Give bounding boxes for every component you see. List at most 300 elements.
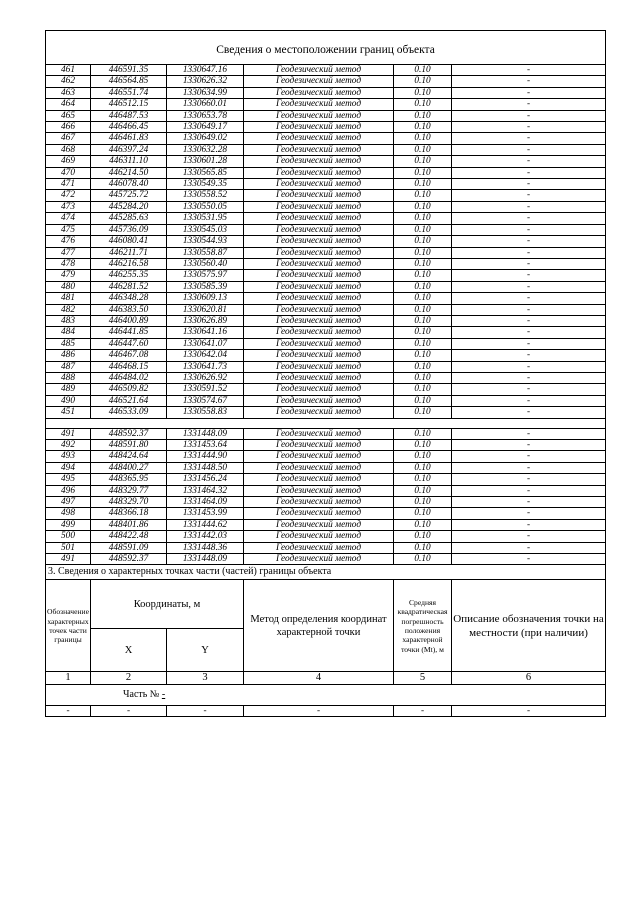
x-coordinate-cell: 446591.35 xyxy=(91,65,167,76)
x-coordinate-cell: 448400.27 xyxy=(91,462,167,473)
accuracy-cell: 0.10 xyxy=(394,190,452,201)
description-cell: - xyxy=(452,315,606,326)
point-number-cell: 468 xyxy=(46,144,91,155)
description-cell: - xyxy=(452,213,606,224)
accuracy-cell: 0.10 xyxy=(394,407,452,418)
description-cell: - xyxy=(452,110,606,121)
point-number-cell: 498 xyxy=(46,508,91,519)
table-row xyxy=(46,270,606,281)
part-value: - xyxy=(161,689,166,701)
x-coordinate-cell: 446564.85 xyxy=(91,76,167,87)
y-coordinate-cell: 1330647.16 xyxy=(167,65,244,76)
y-coordinate-cell: 1330575.97 xyxy=(167,270,244,281)
accuracy-cell: 0.10 xyxy=(394,270,452,281)
description-cell: - xyxy=(452,384,606,395)
accuracy-cell: 0.10 xyxy=(394,497,452,508)
accuracy-cell: 0.10 xyxy=(394,350,452,361)
x-coordinate-cell: 446078.40 xyxy=(91,179,167,190)
point-number-cell: 490 xyxy=(46,395,91,406)
accuracy-cell: 0.10 xyxy=(394,156,452,167)
point-number-cell: 476 xyxy=(46,236,91,247)
table-row xyxy=(46,428,606,439)
x-coordinate-cell: 445725.72 xyxy=(91,190,167,201)
table-row xyxy=(46,519,606,530)
x-coordinate-cell: 446461.83 xyxy=(91,133,167,144)
empty-cell: - xyxy=(244,706,394,717)
x-coordinate-cell: 446383.50 xyxy=(91,304,167,315)
accuracy-cell: 0.10 xyxy=(394,508,452,519)
table-row xyxy=(46,167,606,178)
method-cell: Геодезический метод xyxy=(244,315,394,326)
y-coordinate-cell: 1330641.16 xyxy=(167,327,244,338)
y-coordinate-cell: 1330545.03 xyxy=(167,224,244,235)
description-cell: - xyxy=(452,327,606,338)
y-coordinate-cell: 1330632.28 xyxy=(167,144,244,155)
description-cell: - xyxy=(452,519,606,530)
x-coordinate-cell: 446447.60 xyxy=(91,338,167,349)
x-coordinate-cell: 446255.35 xyxy=(91,270,167,281)
x-coordinate-cell: 446216.58 xyxy=(91,258,167,269)
column-number: 5 xyxy=(394,672,452,685)
y-coordinate-cell: 1330626.89 xyxy=(167,315,244,326)
point-number-cell: 484 xyxy=(46,327,91,338)
y-coordinate-cell: 1330549.35 xyxy=(167,179,244,190)
y-coordinate-cell: 1331442.03 xyxy=(167,531,244,542)
accuracy-cell: 0.10 xyxy=(394,384,452,395)
header-point-designation: Обозначение характерных точек части границы xyxy=(46,580,91,672)
table-row xyxy=(46,395,606,406)
x-coordinate-cell: 446214.50 xyxy=(91,167,167,178)
description-cell: - xyxy=(452,304,606,315)
point-number-cell: 501 xyxy=(46,542,91,553)
description-cell: - xyxy=(452,542,606,553)
x-coordinate-cell: 446311.10 xyxy=(91,156,167,167)
y-coordinate-cell: 1331453.99 xyxy=(167,508,244,519)
x-coordinate-cell: 445285.63 xyxy=(91,213,167,224)
method-cell: Геодезический метод xyxy=(244,270,394,281)
x-coordinate-cell: 448401.86 xyxy=(91,519,167,530)
method-cell: Геодезический метод xyxy=(244,167,394,178)
column-number: 3 xyxy=(167,672,244,685)
description-cell: - xyxy=(452,462,606,473)
point-number-cell: 487 xyxy=(46,361,91,372)
method-cell: Геодезический метод xyxy=(244,65,394,76)
point-number-cell: 470 xyxy=(46,167,91,178)
y-coordinate-cell: 1330641.73 xyxy=(167,361,244,372)
y-coordinate-cell: 1331444.62 xyxy=(167,519,244,530)
accuracy-cell: 0.10 xyxy=(394,542,452,553)
header-y: Y xyxy=(167,629,244,672)
description-cell: - xyxy=(452,190,606,201)
description-cell: - xyxy=(452,133,606,144)
accuracy-cell: 0.10 xyxy=(394,76,452,87)
description-cell: - xyxy=(452,440,606,451)
accuracy-cell: 0.10 xyxy=(394,519,452,530)
x-coordinate-cell: 448329.70 xyxy=(91,497,167,508)
description-cell: - xyxy=(452,372,606,383)
description-cell: - xyxy=(452,201,606,212)
coordinates-block-1 xyxy=(46,65,606,419)
method-cell: Геодезический метод xyxy=(244,350,394,361)
description-cell: - xyxy=(452,428,606,439)
y-coordinate-cell: 1330531.95 xyxy=(167,213,244,224)
description-cell: - xyxy=(452,485,606,496)
y-coordinate-cell: 1330560.40 xyxy=(167,258,244,269)
header-x: X xyxy=(91,629,167,672)
method-cell: Геодезический метод xyxy=(244,133,394,144)
header-accuracy: Средняя квадратическая погрешность положения характерной точки (Mt), м xyxy=(394,580,452,672)
table-row xyxy=(46,350,606,361)
point-number-cell: 483 xyxy=(46,315,91,326)
table-row xyxy=(46,224,606,235)
method-cell: Геодезический метод xyxy=(244,485,394,496)
table-row xyxy=(46,76,606,87)
point-number-cell: 491 xyxy=(46,428,91,439)
accuracy-cell: 0.10 xyxy=(394,327,452,338)
empty-cell: - xyxy=(91,706,167,717)
x-coordinate-cell: 446400.89 xyxy=(91,315,167,326)
table-row xyxy=(46,293,606,304)
accuracy-cell: 0.10 xyxy=(394,440,452,451)
point-number-cell: 497 xyxy=(46,497,91,508)
table-row xyxy=(46,110,606,121)
method-cell: Геодезический метод xyxy=(244,451,394,462)
x-coordinate-cell: 448366.18 xyxy=(91,508,167,519)
table-row xyxy=(46,372,606,383)
point-number-cell: 489 xyxy=(46,384,91,395)
description-cell: - xyxy=(452,258,606,269)
method-cell: Геодезический метод xyxy=(244,190,394,201)
method-cell: Геодезический метод xyxy=(244,407,394,418)
accuracy-cell: 0.10 xyxy=(394,474,452,485)
part-number-row xyxy=(46,685,606,706)
table-row xyxy=(46,338,606,349)
method-cell: Геодезический метод xyxy=(244,304,394,315)
description-cell: - xyxy=(452,407,606,418)
accuracy-cell: 0.10 xyxy=(394,110,452,121)
description-cell: - xyxy=(452,361,606,372)
description-cell: - xyxy=(452,167,606,178)
table-row xyxy=(46,281,606,292)
empty-cell: - xyxy=(452,706,606,717)
section3-title: 3. Сведения о характерных точках части (частей) границы объекта xyxy=(46,565,606,580)
method-cell: Геодезический метод xyxy=(244,293,394,304)
accuracy-cell: 0.10 xyxy=(394,122,452,133)
table-row xyxy=(46,384,606,395)
accuracy-cell: 0.10 xyxy=(394,361,452,372)
column-number: 6 xyxy=(452,672,606,685)
method-cell: Геодезический метод xyxy=(244,201,394,212)
x-coordinate-cell: 446281.52 xyxy=(91,281,167,292)
x-coordinate-cell: 448592.37 xyxy=(91,428,167,439)
x-coordinate-cell: 446533.09 xyxy=(91,407,167,418)
accuracy-cell: 0.10 xyxy=(394,236,452,247)
accuracy-cell: 0.10 xyxy=(394,213,452,224)
method-cell: Геодезический метод xyxy=(244,122,394,133)
point-number-cell: 479 xyxy=(46,270,91,281)
accuracy-cell: 0.10 xyxy=(394,144,452,155)
y-coordinate-cell: 1330558.52 xyxy=(167,190,244,201)
x-coordinate-cell: 446484.02 xyxy=(91,372,167,383)
table-row xyxy=(46,133,606,144)
x-coordinate-cell: 446467.08 xyxy=(91,350,167,361)
table-row xyxy=(46,462,606,473)
point-number-cell: 466 xyxy=(46,122,91,133)
description-cell: - xyxy=(452,65,606,76)
y-coordinate-cell: 1330601.28 xyxy=(167,156,244,167)
x-coordinate-cell: 448424.64 xyxy=(91,451,167,462)
x-coordinate-cell: 448365.95 xyxy=(91,474,167,485)
table-row xyxy=(46,65,606,76)
point-number-cell: 486 xyxy=(46,350,91,361)
point-number-cell: 464 xyxy=(46,99,91,110)
point-number-cell: 500 xyxy=(46,531,91,542)
table-row xyxy=(46,156,606,167)
x-coordinate-cell: 448591.80 xyxy=(91,440,167,451)
accuracy-cell: 0.10 xyxy=(394,99,452,110)
point-number-cell: 463 xyxy=(46,87,91,98)
table-row xyxy=(46,144,606,155)
point-number-cell: 471 xyxy=(46,179,91,190)
x-coordinate-cell: 446509.82 xyxy=(91,384,167,395)
accuracy-cell: 0.10 xyxy=(394,531,452,542)
accuracy-cell: 0.10 xyxy=(394,201,452,212)
x-coordinate-cell: 445284.20 xyxy=(91,201,167,212)
method-cell: Геодезический метод xyxy=(244,384,394,395)
accuracy-cell: 0.10 xyxy=(394,462,452,473)
accuracy-cell: 0.10 xyxy=(394,485,452,496)
table-row xyxy=(46,236,606,247)
y-coordinate-cell: 1331448.09 xyxy=(167,428,244,439)
boundary-table xyxy=(45,30,606,717)
section-title: Сведения о местоположении границ объекта xyxy=(46,31,606,65)
point-number-cell: 478 xyxy=(46,258,91,269)
y-coordinate-cell: 1330634.99 xyxy=(167,87,244,98)
table-row xyxy=(46,497,606,508)
description-cell: - xyxy=(452,531,606,542)
table-row xyxy=(46,440,606,451)
accuracy-cell: 0.10 xyxy=(394,428,452,439)
description-cell: - xyxy=(452,156,606,167)
table-row xyxy=(46,451,606,462)
point-number-cell: 499 xyxy=(46,519,91,530)
x-coordinate-cell: 448422.48 xyxy=(91,531,167,542)
x-coordinate-cell: 448592.37 xyxy=(91,554,167,565)
description-cell: - xyxy=(452,474,606,485)
table-row xyxy=(46,179,606,190)
method-cell: Геодезический метод xyxy=(244,327,394,338)
point-number-cell: 488 xyxy=(46,372,91,383)
description-cell: - xyxy=(452,76,606,87)
table-row xyxy=(46,247,606,258)
x-coordinate-cell: 446466.45 xyxy=(91,122,167,133)
method-cell: Геодезический метод xyxy=(244,224,394,235)
y-coordinate-cell: 1331448.09 xyxy=(167,554,244,565)
point-number-cell: 472 xyxy=(46,190,91,201)
column-number: 1 xyxy=(46,672,91,685)
point-number-cell: 473 xyxy=(46,201,91,212)
method-cell: Геодезический метод xyxy=(244,519,394,530)
header-description: Описание обозначения точки на местности (при наличии) xyxy=(452,580,606,672)
point-number-cell: 480 xyxy=(46,281,91,292)
description-cell: - xyxy=(452,497,606,508)
table-row xyxy=(46,258,606,269)
table-row xyxy=(46,542,606,553)
description-cell: - xyxy=(452,247,606,258)
y-coordinate-cell: 1331456.24 xyxy=(167,474,244,485)
x-coordinate-cell: 446348.28 xyxy=(91,293,167,304)
coordinates-block-2 xyxy=(46,428,606,565)
accuracy-cell: 0.10 xyxy=(394,258,452,269)
table-row xyxy=(46,407,606,418)
table-row xyxy=(46,485,606,496)
point-number-cell: 481 xyxy=(46,293,91,304)
accuracy-cell: 0.10 xyxy=(394,554,452,565)
description-cell: - xyxy=(452,179,606,190)
y-coordinate-cell: 1330585.39 xyxy=(167,281,244,292)
description-cell: - xyxy=(452,99,606,110)
method-cell: Геодезический метод xyxy=(244,554,394,565)
y-coordinate-cell: 1330641.07 xyxy=(167,338,244,349)
y-coordinate-cell: 1331464.09 xyxy=(167,497,244,508)
x-coordinate-cell: 446080.41 xyxy=(91,236,167,247)
point-number-cell: 491 xyxy=(46,554,91,565)
y-coordinate-cell: 1330620.81 xyxy=(167,304,244,315)
x-coordinate-cell: 446468.15 xyxy=(91,361,167,372)
accuracy-cell: 0.10 xyxy=(394,247,452,258)
table-row xyxy=(46,213,606,224)
point-number-cell: 465 xyxy=(46,110,91,121)
accuracy-cell: 0.10 xyxy=(394,133,452,144)
point-number-cell: 451 xyxy=(46,407,91,418)
accuracy-cell: 0.10 xyxy=(394,395,452,406)
method-cell: Геодезический метод xyxy=(244,428,394,439)
table-row xyxy=(46,99,606,110)
point-number-cell: 496 xyxy=(46,485,91,496)
y-coordinate-cell: 1331448.36 xyxy=(167,542,244,553)
point-number-cell: 467 xyxy=(46,133,91,144)
description-cell: - xyxy=(452,281,606,292)
x-coordinate-cell: 446441.85 xyxy=(91,327,167,338)
method-cell: Геодезический метод xyxy=(244,474,394,485)
accuracy-cell: 0.10 xyxy=(394,281,452,292)
y-coordinate-cell: 1330653.78 xyxy=(167,110,244,121)
y-coordinate-cell: 1331464.32 xyxy=(167,485,244,496)
method-cell: Геодезический метод xyxy=(244,338,394,349)
table-row xyxy=(46,554,606,565)
description-cell: - xyxy=(452,395,606,406)
table-row xyxy=(46,201,606,212)
point-number-cell: 482 xyxy=(46,304,91,315)
y-coordinate-cell: 1330550.05 xyxy=(167,201,244,212)
method-cell: Геодезический метод xyxy=(244,179,394,190)
description-cell: - xyxy=(452,270,606,281)
description-cell: - xyxy=(452,451,606,462)
method-cell: Геодезический метод xyxy=(244,361,394,372)
y-coordinate-cell: 1330591.52 xyxy=(167,384,244,395)
method-cell: Геодезический метод xyxy=(244,462,394,473)
table-row xyxy=(46,327,606,338)
part-label: Часть № xyxy=(123,689,160,701)
y-coordinate-cell: 1330574.67 xyxy=(167,395,244,406)
y-coordinate-cell: 1330609.13 xyxy=(167,293,244,304)
method-cell: Геодезический метод xyxy=(244,508,394,519)
method-cell: Геодезический метод xyxy=(244,247,394,258)
accuracy-cell: 0.10 xyxy=(394,179,452,190)
description-cell: - xyxy=(452,508,606,519)
point-number-cell: 492 xyxy=(46,440,91,451)
description-cell: - xyxy=(452,338,606,349)
point-number-cell: 474 xyxy=(46,213,91,224)
y-coordinate-cell: 1330544.93 xyxy=(167,236,244,247)
accuracy-cell: 0.10 xyxy=(394,293,452,304)
table-row xyxy=(46,508,606,519)
y-coordinate-cell: 1330649.17 xyxy=(167,122,244,133)
table-row xyxy=(46,304,606,315)
accuracy-cell: 0.10 xyxy=(394,224,452,235)
column-number: 2 xyxy=(91,672,167,685)
method-cell: Геодезический метод xyxy=(244,144,394,155)
method-cell: Геодезический метод xyxy=(244,531,394,542)
point-number-cell: 469 xyxy=(46,156,91,167)
method-cell: Геодезический метод xyxy=(244,440,394,451)
method-cell: Геодезический метод xyxy=(244,87,394,98)
accuracy-cell: 0.10 xyxy=(394,87,452,98)
table-row xyxy=(46,474,606,485)
y-coordinate-cell: 1330626.32 xyxy=(167,76,244,87)
y-coordinate-cell: 1330642.04 xyxy=(167,350,244,361)
y-coordinate-cell: 1331448.50 xyxy=(167,462,244,473)
header-method: Метод определения координат характерной точки xyxy=(244,580,394,672)
empty-cell: - xyxy=(167,706,244,717)
method-cell: Геодезический метод xyxy=(244,395,394,406)
description-cell: - xyxy=(452,224,606,235)
method-cell: Геодезический метод xyxy=(244,497,394,508)
x-coordinate-cell: 448329.77 xyxy=(91,485,167,496)
x-coordinate-cell: 446487.53 xyxy=(91,110,167,121)
y-coordinate-cell: 1330626.92 xyxy=(167,372,244,383)
x-coordinate-cell: 446551.74 xyxy=(91,87,167,98)
point-number-cell: 485 xyxy=(46,338,91,349)
accuracy-cell: 0.10 xyxy=(394,65,452,76)
separator-row xyxy=(46,418,606,428)
method-cell: Геодезический метод xyxy=(244,76,394,87)
document-sheet xyxy=(45,30,605,717)
method-cell: Геодезический метод xyxy=(244,213,394,224)
x-coordinate-cell: 448591.09 xyxy=(91,542,167,553)
y-coordinate-cell: 1330558.83 xyxy=(167,407,244,418)
description-cell: - xyxy=(452,144,606,155)
accuracy-cell: 0.10 xyxy=(394,167,452,178)
accuracy-cell: 0.10 xyxy=(394,304,452,315)
method-cell: Геодезический метод xyxy=(244,258,394,269)
y-coordinate-cell: 1330558.87 xyxy=(167,247,244,258)
method-cell: Геодезический метод xyxy=(244,281,394,292)
point-number-cell: 475 xyxy=(46,224,91,235)
method-cell: Геодезический метод xyxy=(244,372,394,383)
y-coordinate-cell: 1330565.85 xyxy=(167,167,244,178)
method-cell: Геодезический метод xyxy=(244,236,394,247)
accuracy-cell: 0.10 xyxy=(394,315,452,326)
description-cell: - xyxy=(452,87,606,98)
x-coordinate-cell: 445736.09 xyxy=(91,224,167,235)
x-coordinate-cell: 446521.64 xyxy=(91,395,167,406)
table-row xyxy=(46,87,606,98)
table-row xyxy=(46,122,606,133)
description-cell: - xyxy=(452,122,606,133)
method-cell: Геодезический метод xyxy=(244,156,394,167)
y-coordinate-cell: 1330660.01 xyxy=(167,99,244,110)
